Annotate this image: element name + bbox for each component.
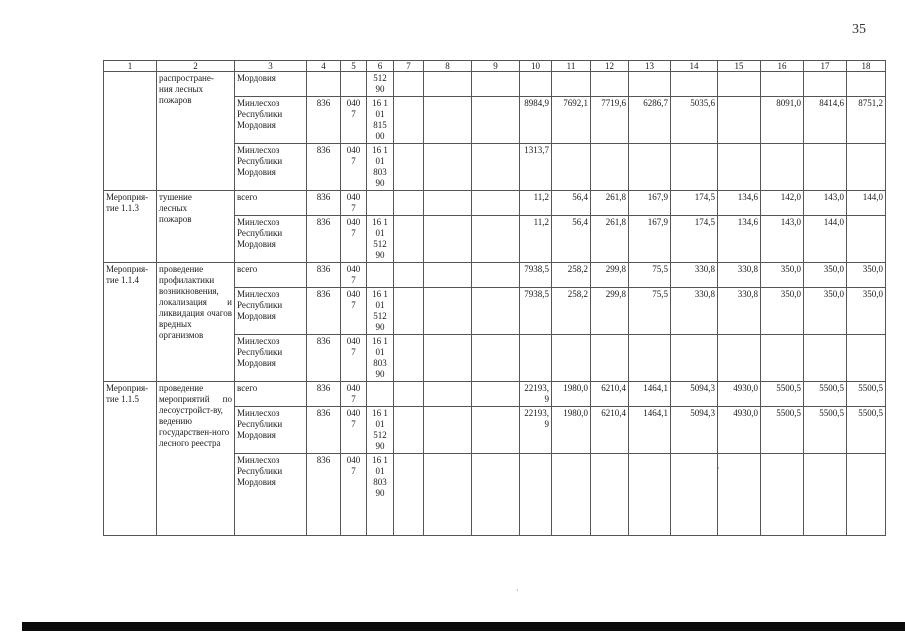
scan-edge-bar — [22, 622, 905, 631]
value-cell: 6210,4 — [591, 407, 629, 454]
header-cell: 3 — [235, 61, 307, 72]
value-cell: 5500,5 — [847, 407, 886, 454]
value-cell: 5500,5 — [847, 382, 886, 407]
code-cell: 836 — [307, 454, 341, 536]
value-cell: 5035,6 — [671, 97, 718, 144]
value-cell: 167,9 — [629, 191, 671, 216]
code-cell: 040 7 — [341, 382, 367, 407]
code-cell: 836 — [307, 144, 341, 191]
code-cell: 040 7 — [341, 216, 367, 263]
value-cell: 142,0 — [761, 191, 804, 216]
code-cell: 16 1 01 803 90 — [367, 144, 394, 191]
code-cell: 836 — [307, 216, 341, 263]
recipient-cell: Минлесхоз Республики Мордовия — [235, 288, 307, 335]
value-cell: 350,0 — [761, 288, 804, 335]
recipient-cell: Мордовия — [235, 72, 307, 97]
code-cell: 16 1 01 803 90 — [367, 454, 394, 536]
header-cell: 9 — [472, 61, 520, 72]
recipient-cell: Минлесхоз Республики Мордовия — [235, 144, 307, 191]
header-cell: 8 — [424, 61, 472, 72]
value-cell: 167,9 — [629, 216, 671, 263]
header-cell: 14 — [671, 61, 718, 72]
value-cell: 8984,9 — [520, 97, 552, 144]
value-cell: 299,8 — [591, 288, 629, 335]
scan-speck: · — [516, 586, 519, 595]
value-cell: 330,8 — [671, 288, 718, 335]
header-cell: 1 — [104, 61, 157, 72]
code-cell: 040 7 — [341, 191, 367, 216]
header-row — [104, 61, 886, 72]
table-row — [104, 382, 886, 407]
page-number: 35 — [852, 22, 866, 37]
recipient-cell: всего — [235, 191, 307, 216]
value-cell: 1464,1 — [629, 382, 671, 407]
value-cell: 56,4 — [552, 191, 591, 216]
value-cell: 7938,5 — [520, 263, 552, 288]
code-cell: 040 7 — [341, 144, 367, 191]
value-cell: 7938,5 — [520, 288, 552, 335]
header-cell: 6 — [367, 61, 394, 72]
value-cell: 350,0 — [847, 263, 886, 288]
recipient-cell: Минлесхоз Республики Мордовия — [235, 454, 307, 536]
measure-title: проведение профилактики возникновения, локализация и ликвидация очагов вредных организмов — [157, 263, 235, 382]
code-cell: 040 7 — [341, 454, 367, 536]
value-cell: 4930,0 — [718, 382, 761, 407]
value-cell: 350,0 — [804, 263, 847, 288]
measure-label: Мероприя- тие 1.1.5 — [104, 382, 157, 536]
value-cell: 261,8 — [591, 191, 629, 216]
code-cell: 836 — [307, 407, 341, 454]
code-cell: 16 1 01 512 90 — [367, 216, 394, 263]
code-cell: 040 7 — [341, 97, 367, 144]
value-cell: 258,2 — [552, 288, 591, 335]
code-cell: 040 7 — [341, 407, 367, 454]
value-cell: 56,4 — [552, 216, 591, 263]
header-cell: 18 — [847, 61, 886, 72]
measure-title: распростране- ния лесных пожаров — [157, 72, 235, 191]
value-cell: 22193, 9 — [520, 382, 552, 407]
value-cell: 75,5 — [629, 288, 671, 335]
code-cell: 836 — [307, 288, 341, 335]
scan-speck: · — [717, 464, 720, 473]
value-cell: 134,6 — [718, 191, 761, 216]
measure-label-cell — [104, 72, 157, 191]
recipient-cell: всего — [235, 382, 307, 407]
value-cell: 6210,4 — [591, 382, 629, 407]
header-cell: 16 — [761, 61, 804, 72]
header-cell: 10 — [520, 61, 552, 72]
value-cell: 7719,6 — [591, 97, 629, 144]
recipient-cell: Минлесхоз Республики Мордовия — [235, 407, 307, 454]
budget-table — [103, 60, 886, 536]
header-cell: 5 — [341, 61, 367, 72]
value-cell: 330,8 — [671, 263, 718, 288]
header-cell: 15 — [718, 61, 761, 72]
table-row — [104, 263, 886, 288]
table-row — [104, 72, 886, 97]
measure-title: проведение мероприятий по лесоустройст-ву, ведению государствен-ного лесного реестра — [157, 382, 235, 536]
value-cell: 5500,5 — [761, 382, 804, 407]
value-cell: 174,5 — [671, 216, 718, 263]
measure-label: Мероприя- тие 1.1.3 — [104, 191, 157, 263]
code-cell: 836 — [307, 335, 341, 382]
value-cell: 330,8 — [718, 263, 761, 288]
header-cell: 4 — [307, 61, 341, 72]
value-cell: 261,8 — [591, 216, 629, 263]
header-cell: 17 — [804, 61, 847, 72]
value-cell: 5500,5 — [804, 407, 847, 454]
recipient-cell: всего — [235, 263, 307, 288]
value-cell: 5500,5 — [804, 382, 847, 407]
header-cell: 7 — [394, 61, 424, 72]
value-cell: 1464,1 — [629, 407, 671, 454]
value-cell: 143,0 — [761, 216, 804, 263]
measure-label: Мероприя- тие 1.1.4 — [104, 263, 157, 382]
header-cell: 13 — [629, 61, 671, 72]
value-cell: 7692,1 — [552, 97, 591, 144]
code-cell: 836 — [307, 263, 341, 288]
code-cell: 040 7 — [341, 263, 367, 288]
value-cell — [718, 97, 761, 144]
value-cell: 6286,7 — [629, 97, 671, 144]
value-cell: 4930,0 — [718, 407, 761, 454]
code-cell: 836 — [307, 191, 341, 216]
value-cell: 11,2 — [520, 191, 552, 216]
value-cell: 5094,3 — [671, 382, 718, 407]
measure-title: тушение лесных пожаров — [157, 191, 235, 263]
value-cell: 5500,5 — [761, 407, 804, 454]
value-cell: 1980,0 — [552, 382, 591, 407]
code-cell: 836 — [307, 382, 341, 407]
code-cell: 512 90 — [367, 72, 394, 97]
value-cell: 8091,0 — [761, 97, 804, 144]
code-cell: 836 — [307, 97, 341, 144]
value-cell: 143,0 — [804, 191, 847, 216]
value-cell: 299,8 — [591, 263, 629, 288]
value-cell: 8751,2 — [847, 97, 886, 144]
table-row — [104, 191, 886, 216]
code-cell: 16 1 01 512 90 — [367, 407, 394, 454]
header-cell: 11 — [552, 61, 591, 72]
value-cell: 174,5 — [671, 191, 718, 216]
value-cell: 8414,6 — [804, 97, 847, 144]
value-cell: 350,0 — [804, 288, 847, 335]
value-cell: 5094,3 — [671, 407, 718, 454]
header-cell: 2 — [157, 61, 235, 72]
value-cell: 134,6 — [718, 216, 761, 263]
code-cell: 16 1 01 512 90 — [367, 288, 394, 335]
value-cell: 350,0 — [847, 288, 886, 335]
header-cell: 12 — [591, 61, 629, 72]
recipient-cell: Минлесхоз Республики Мордовия — [235, 335, 307, 382]
code-cell: 16 1 01 803 90 — [367, 335, 394, 382]
recipient-cell: Минлесхоз Республики Мордовия — [235, 216, 307, 263]
value-cell: 22193, 9 — [520, 407, 552, 454]
value-cell: 350,0 — [761, 263, 804, 288]
value-cell: 258,2 — [552, 263, 591, 288]
value-cell: 11,2 — [520, 216, 552, 263]
value-cell: 1313,7 — [520, 144, 552, 191]
recipient-cell: Минлесхоз Республики Мордовия — [235, 97, 307, 144]
value-cell: 1980,0 — [552, 407, 591, 454]
value-cell: 144,0 — [804, 216, 847, 263]
code-cell: 040 7 — [341, 335, 367, 382]
code-cell: 040 7 — [341, 288, 367, 335]
value-cell: 144,0 — [847, 191, 886, 216]
value-cell: 75,5 — [629, 263, 671, 288]
code-cell: 16 1 01 815 00 — [367, 97, 394, 144]
value-cell: 330,8 — [718, 288, 761, 335]
